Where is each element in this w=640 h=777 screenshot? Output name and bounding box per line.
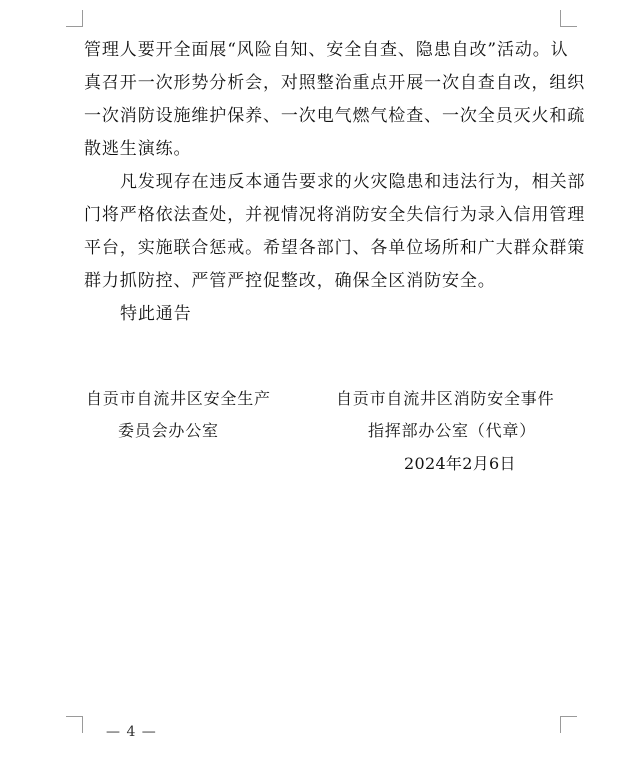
signature-right-line2: 指挥部办公室（代章）: [368, 421, 537, 440]
signature-date: 2024年2月6日: [404, 454, 516, 473]
closing-text: 特此通告: [120, 304, 192, 324]
text-line: 散逃生演练。: [84, 139, 192, 159]
text-line: 真召开一次形势分析会，对照整治重点开展一次自查自改，组织: [84, 73, 586, 93]
paragraph-continuation: [84, 34, 586, 166]
page-number: — 4 —: [106, 724, 157, 740]
signature-right-line1: 自贡市自流井区消防安全事件: [336, 389, 555, 408]
signature-left-line1: 自贡市自流井区安全生产: [86, 389, 271, 408]
text-line: 一次消防设施维护保养、一次电气燃气检查、一次全员灭火和疏: [84, 106, 586, 126]
document-body: [84, 34, 586, 331]
paragraph-penalty: [84, 166, 586, 298]
crop-mark-bottom-right: [560, 716, 577, 733]
text-line: 管理人要开全面展“风险自知、安全自查、隐患自改”活动。认: [84, 40, 569, 60]
crop-mark-top-left: [66, 10, 83, 27]
signature-left-line2: 委员会办公室: [118, 421, 219, 440]
crop-mark-bottom-left: [66, 716, 83, 733]
text-line: 平台，实施联合惩戒。希望各部门、各单位场所和广大群众群策: [84, 238, 586, 258]
text-line: 凡发现存在违反本通告要求的火灾隐患和违法行为，相关部: [120, 172, 586, 192]
crop-mark-top-right: [560, 10, 577, 27]
text-line: 门将严格依法查处，并视情况将消防安全失信行为录入信用管理: [84, 205, 586, 225]
text-line: 群力抓防控、严管严控促整改，确保全区消防安全。: [84, 271, 496, 291]
